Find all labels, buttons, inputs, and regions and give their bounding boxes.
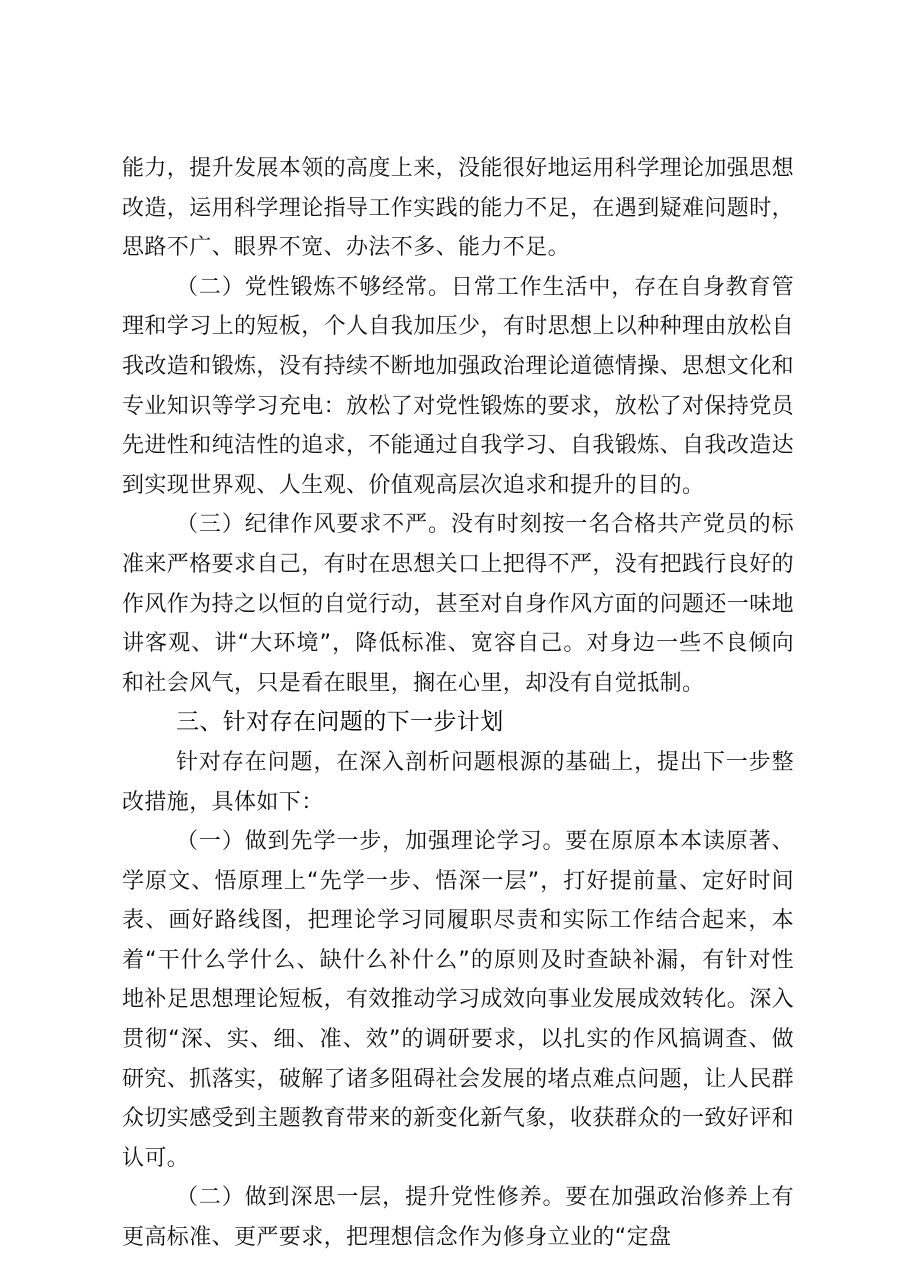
paragraph-theory-study: （一）做到先学一步，加强理论学习。要在原原本本读原著、学原文、悟原理上“先学一步、悟深一层”，打好提前量、定好时间表、画好路线图，把理论学习同履职尽责和实际工作结合起来，本着“干什么学什么、缺什么补什么”的原则及时查缺补漏，有针对性地补足思想理论短板，有效推动学习成效向事业发展成效转化。深入贯彻“深、实、细、准、效”的调研要求，以扎实的作风搞调查、做研究、抓落实，破解了诸多阻碍社会发展的堵点难点问题，让人民群众切实感受到主题教育带来的新变化新气象，收获群众的一致好评和认可。	[122, 829, 795, 1171]
paragraph-intro: 针对存在问题，在深入剖析问题根源的基础上，提出下一步整改措施，具体如下：	[122, 749, 794, 815]
paragraph-discipline: （三）纪律作风要求不严。没有时刻按一名合格共产党员的标准来严格要求自己，有时在思想关口上把得不严，没有把践行良好的作风作为持之以恒的自觉行动，甚至对自身作风方面的问题还一味地讲客观、讲“大环境”，降低标准、宽容自己。对身边一些不良倾向和社会风气，只是看在眼里，搁在心里，却没有自觉抵制。	[122, 512, 795, 696]
document-body	[122, 149, 794, 1258]
paragraph-continuation: 能力，提升发展本领的高度上来，没能很好地运用科学理论加强思想改造，运用科学理论指导工作实践的能力不足，在遇到疑难问题时，思路不广、眼界不宽、办法不多、能力不足。	[122, 156, 795, 261]
section-heading: 三、针对存在问题的下一步计划	[176, 709, 504, 736]
paragraph-party-cultivation: （二）做到深思一层，提升党性修养。要在加强政治修养上有更高标准、更严要求，把理想信念作为修身立业的“定盘	[122, 1185, 794, 1251]
paragraph-party-training: （二）党性锻炼不够经常。日常工作生活中，存在自身教育管理和学习上的短板，个人自我加压少，有时思想上以种种理由放松自我改造和锻炼，没有持续不断地加强政治理论道德情操、思想文化和专业知识等学习充电：放松了对党性锻炼的要求，放松了对保持党员先进性和纯洁性的追求，不能通过自我学习、自我锻炼、自我改造达到实现世界观、人生观、价值观高层次追求和提升的目的。	[122, 274, 795, 498]
